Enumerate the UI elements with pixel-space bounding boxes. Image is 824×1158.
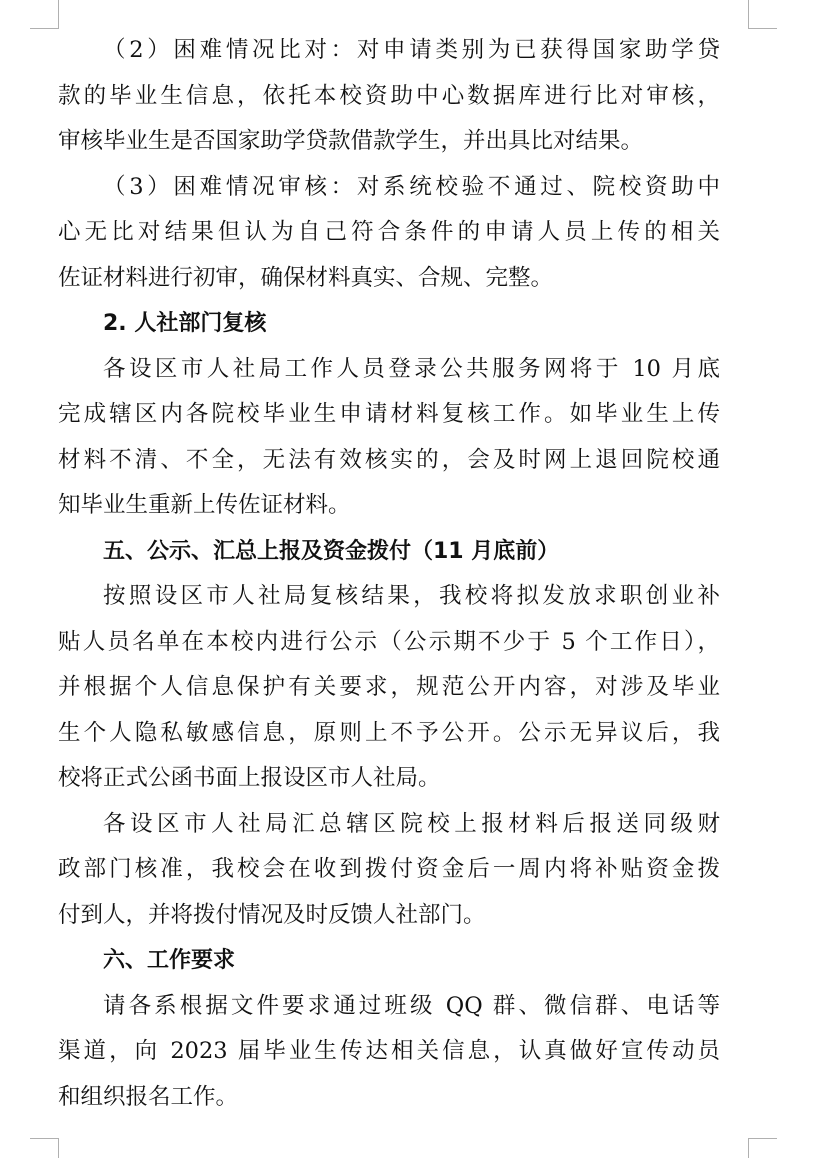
- text-line: 渠道，向 2023 届毕业生传达相关信息，认真做好宣传动员: [58, 1038, 720, 1064]
- text-line: 生个人隐私敏感信息，原则上不予公开。公示无异议后，我: [58, 719, 720, 746]
- heading-text: 五、公示、汇总上报及资金拨付（11 月底前）: [103, 538, 560, 564]
- text-line: 各设区市人社局汇总辖区院校上报材料后报送同级财: [103, 810, 720, 837]
- paragraph: [58, 165, 720, 302]
- paragraph: [58, 574, 720, 802]
- margin-corner-bottom-left: [30, 1138, 59, 1158]
- paragraph: [58, 347, 720, 529]
- text-line: 政部门核准，我校会在收到拨付资金后一周内将补贴资金拨: [58, 856, 720, 882]
- text-line: 各设区市人社局工作人员登录公共服务网将于 10 月底: [103, 355, 720, 382]
- text-line: 知毕业生重新上传佐证材料。: [58, 492, 351, 518]
- text-line: 并根据个人信息保护有关要求，规范公开内容，对涉及毕业: [58, 674, 720, 700]
- margin-corner-bottom-right: [748, 1138, 777, 1158]
- text-line: 付到人，并将拨付情况及时反馈人社部门。: [58, 901, 486, 928]
- paragraph: [58, 802, 720, 939]
- paragraph: [58, 28, 720, 165]
- text-line: 请各系根据文件要求通过班级 QQ 群、微信群、电话等: [103, 992, 720, 1019]
- margin-corner-top-left: [30, 0, 59, 29]
- heading-text: 2. 人社部门复核: [103, 311, 267, 336]
- text-line: 按照设区市人社局复核结果，我校将拟发放求职创业补: [103, 583, 720, 609]
- text-line: （2）困难情况比对：对申请类别为已获得国家助学贷: [103, 37, 720, 63]
- text-line: 材料不清、不全，无法有效核实的，会及时网上退回院校通: [58, 446, 720, 473]
- text-line: 款的毕业生信息，依托本校资助中心数据库进行比对审核，: [58, 82, 720, 109]
- heading-text: 六、工作要求: [103, 948, 236, 973]
- section-heading: [58, 938, 720, 984]
- text-line: 完成辖区内各院校毕业生申请材料复核工作。如毕业生上传: [58, 401, 720, 427]
- text-line: 贴人员名单在本校内进行公示（公示期不少于 5 个工作日），: [58, 628, 720, 655]
- paragraph: [58, 984, 720, 1121]
- margin-corner-top-right: [748, 0, 777, 29]
- text-line: 校将正式公函书面上报设区市人社局。: [58, 765, 441, 791]
- section-heading: [58, 301, 720, 347]
- section-heading: [58, 529, 720, 575]
- text-line: 佐证材料进行初审，确保材料真实、合规、完整。: [58, 264, 554, 291]
- document-body: [58, 28, 720, 1120]
- text-line: 和组织报名工作。: [58, 1083, 239, 1110]
- text-line: 审核毕业生是否国家助学贷款借款学生，并出具比对结果。: [58, 128, 644, 154]
- text-line: （3）困难情况审核：对系统校验不通过、院校资助中: [103, 173, 720, 200]
- text-line: 心无比对结果但认为自己符合条件的申请人员上传的相关: [58, 219, 720, 245]
